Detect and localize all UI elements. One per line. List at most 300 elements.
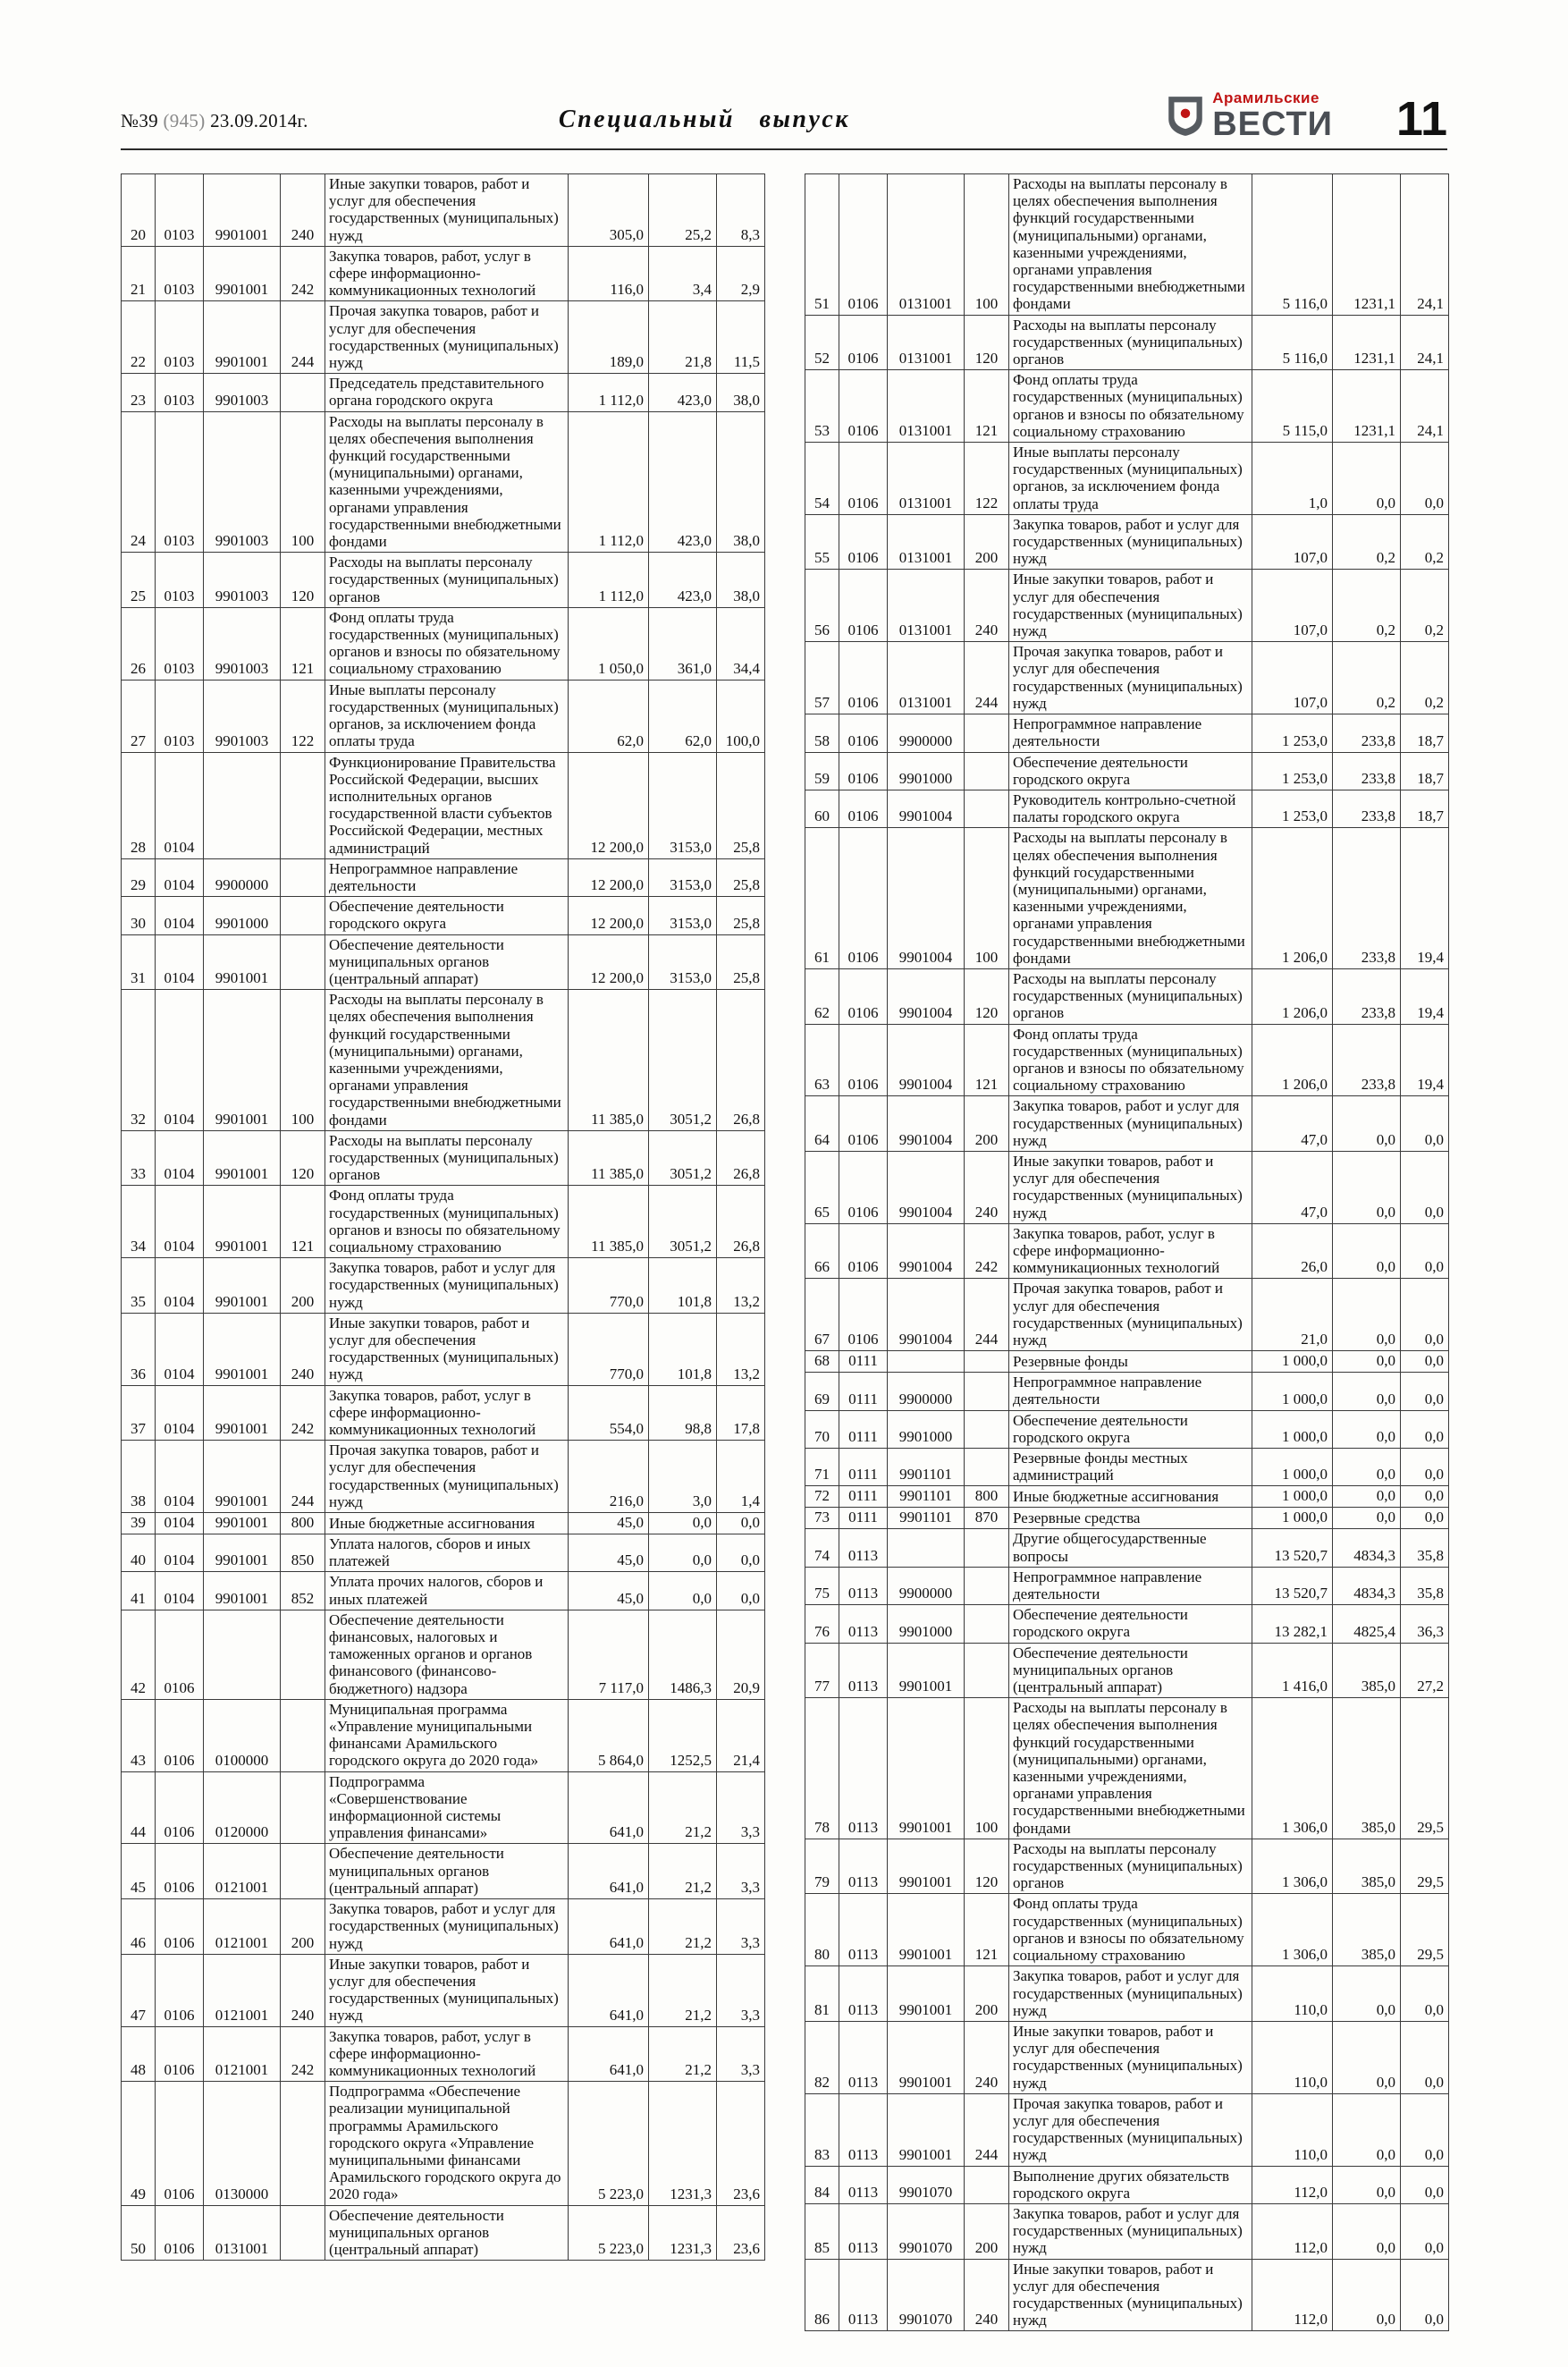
row-number-cell: 28 — [122, 752, 156, 858]
amount-fact-cell: 4834,3 — [1333, 1567, 1401, 1604]
row-number-cell: 63 — [805, 1024, 839, 1096]
amount-plan-cell: 1 000,0 — [1252, 1449, 1333, 1486]
amount-fact-cell: 0,0 — [1333, 2093, 1401, 2166]
amount-plan-cell: 21,0 — [1252, 1279, 1333, 1351]
table-row — [122, 1258, 765, 1314]
amount-plan-cell: 1 206,0 — [1252, 968, 1333, 1024]
type-code-cell: 244 — [965, 642, 1009, 714]
row-number-cell: 44 — [122, 1771, 156, 1844]
amount-fact-cell: 3051,2 — [649, 1186, 717, 1258]
amount-plan-cell: 1 206,0 — [1252, 1024, 1333, 1096]
percent-cell: 18,7 — [1401, 790, 1449, 827]
table-row — [805, 1567, 1449, 1604]
row-number-cell: 76 — [805, 1605, 839, 1643]
amount-fact-cell: 3153,0 — [649, 752, 717, 858]
type-code-cell: 852 — [281, 1572, 325, 1610]
percent-cell: 0,0 — [1401, 1279, 1449, 1351]
table-row — [805, 1839, 1449, 1894]
amount-fact-cell: 423,0 — [649, 411, 717, 553]
amount-fact-cell: 385,0 — [1333, 1643, 1401, 1698]
amount-fact-cell: 423,0 — [649, 553, 717, 608]
row-number-cell: 50 — [122, 2205, 156, 2261]
amount-fact-cell: 1231,1 — [1333, 174, 1401, 316]
row-number-cell: 56 — [805, 570, 839, 642]
type-code-cell: 244 — [281, 1441, 325, 1513]
table-row — [122, 1441, 765, 1513]
table-row — [805, 1966, 1449, 2022]
description-cell: Прочая закупка товаров, работ и услуг для обеспечения государственных (муниципальных) нужд — [325, 301, 569, 374]
description-cell: Обеспечение деятельности городского округа — [1009, 1410, 1252, 1448]
description-cell: Прочая закупка товаров, работ и услуг для обеспечения государственных (муниципальных) нужд — [325, 1441, 569, 1513]
amount-plan-cell: 12 200,0 — [569, 897, 649, 934]
description-cell: Расходы на выплаты персоналу в целях обеспечения выполнения функций государственными (муниципальными) органами, казенными учреждениями, органами управления государственными внебюджетными фондами — [1009, 1698, 1252, 1839]
amount-fact-cell: 101,8 — [649, 1313, 717, 1385]
percent-cell: 24,1 — [1401, 174, 1449, 316]
target-code-cell: 9901001 — [204, 1441, 281, 1513]
amount-fact-cell: 0,0 — [649, 1513, 717, 1534]
description-cell: Закупка товаров, работ и услуг для государственных (муниципальных) нужд — [1009, 514, 1252, 570]
table-row — [122, 174, 765, 247]
percent-cell: 3,3 — [717, 1844, 765, 1899]
type-code-cell: 800 — [281, 1513, 325, 1534]
amount-fact-cell: 0,0 — [649, 1534, 717, 1572]
table-row — [122, 1954, 765, 2026]
section-code-cell: 0106 — [839, 174, 888, 316]
target-code-cell: 0121001 — [204, 1844, 281, 1899]
amount-fact-cell: 0,0 — [1333, 1279, 1401, 1351]
amount-plan-cell: 5 864,0 — [569, 1699, 649, 1771]
row-number-cell: 31 — [122, 934, 156, 990]
row-number-cell: 86 — [805, 2259, 839, 2331]
section-code-cell: 0113 — [839, 1894, 888, 1966]
row-number-cell: 33 — [122, 1130, 156, 1186]
section-code-cell: 0104 — [156, 1258, 204, 1314]
target-code-cell: 0131001 — [888, 174, 965, 316]
description-cell: Резервные средства — [1009, 1508, 1252, 1529]
percent-cell: 36,3 — [1401, 1605, 1449, 1643]
type-code-cell: 240 — [965, 2259, 1009, 2331]
description-cell: Закупка товаров, работ и услуг для государственных (муниципальных) нужд — [1009, 1096, 1252, 1152]
section-code-cell: 0103 — [156, 411, 204, 553]
percent-cell: 35,8 — [1401, 1529, 1449, 1567]
amount-plan-cell: 1 253,0 — [1252, 752, 1333, 790]
section-code-cell: 0113 — [839, 1529, 888, 1567]
section-code-cell: 0113 — [839, 2259, 888, 2331]
emblem-icon — [1167, 95, 1204, 138]
section-code-cell: 0104 — [156, 1441, 204, 1513]
section-code-cell: 0104 — [156, 1534, 204, 1572]
amount-fact-cell: 3051,2 — [649, 1130, 717, 1186]
amount-fact-cell: 385,0 — [1333, 1894, 1401, 1966]
type-code-cell: 121 — [281, 1186, 325, 1258]
percent-cell: 0,0 — [1401, 2166, 1449, 2203]
budget-columns — [121, 173, 1447, 2331]
amount-fact-cell: 0,0 — [1333, 1151, 1401, 1223]
amount-plan-cell: 641,0 — [569, 1899, 649, 1955]
target-code-cell: 0131001 — [204, 2205, 281, 2261]
row-number-cell: 38 — [122, 1441, 156, 1513]
row-number-cell: 73 — [805, 1508, 839, 1529]
percent-cell: 34,4 — [717, 607, 765, 680]
description-cell: Выполнение других обязательств городского округа — [1009, 2166, 1252, 2203]
percent-cell: 0,0 — [1401, 443, 1449, 515]
amount-fact-cell: 0,0 — [1333, 1966, 1401, 2022]
amount-fact-cell: 101,8 — [649, 1258, 717, 1314]
description-cell: Непрограммное направление деятельности — [325, 858, 569, 896]
section-code-cell: 0106 — [156, 2205, 204, 2261]
amount-plan-cell: 554,0 — [569, 1385, 649, 1441]
percent-cell: 2,9 — [717, 246, 765, 301]
type-code-cell — [281, 934, 325, 990]
section-code-cell: 0103 — [156, 374, 204, 411]
section-code-cell: 0106 — [839, 828, 888, 969]
percent-cell: 0,0 — [1401, 1410, 1449, 1448]
amount-plan-cell: 1 112,0 — [569, 553, 649, 608]
amount-fact-cell: 0,0 — [1333, 1410, 1401, 1448]
newspaper-logo — [1167, 90, 1333, 141]
section-code-cell: 0106 — [839, 752, 888, 790]
table-row — [805, 1279, 1449, 1351]
section-code-cell: 0113 — [839, 1698, 888, 1839]
page-title: Специальный выпуск — [558, 106, 850, 133]
description-cell: Иные закупки товаров, работ и услуг для обеспечения государственных (муниципальных) нужд — [1009, 2259, 1252, 2331]
percent-cell: 0,0 — [1401, 1966, 1449, 2022]
row-number-cell: 30 — [122, 897, 156, 934]
section-code-cell: 0106 — [839, 1223, 888, 1279]
type-code-cell — [965, 752, 1009, 790]
brand-text — [1212, 90, 1333, 141]
amount-fact-cell: 0,0 — [1333, 1486, 1401, 1508]
amount-fact-cell: 3153,0 — [649, 934, 717, 990]
type-code-cell — [281, 2205, 325, 2261]
description-cell: Прочая закупка товаров, работ и услуг для обеспечения государственных (муниципальных) нужд — [1009, 642, 1252, 714]
table-row — [805, 790, 1449, 827]
target-code-cell: 9901001 — [204, 990, 281, 1131]
amount-fact-cell: 0,0 — [1333, 2021, 1401, 2093]
percent-cell: 0,2 — [1401, 642, 1449, 714]
target-code-cell: 9901001 — [204, 1186, 281, 1258]
description-cell: Иные закупки товаров, работ и услуг для обеспечения государственных (муниципальных) нужд — [325, 1313, 569, 1385]
section-code-cell: 0106 — [156, 2026, 204, 2082]
amount-plan-cell: 1 253,0 — [1252, 714, 1333, 752]
description-cell: Закупка товаров, работ и услуг для государственных (муниципальных) нужд — [325, 1258, 569, 1314]
section-code-cell: 0113 — [839, 1966, 888, 2022]
row-number-cell: 57 — [805, 642, 839, 714]
amount-plan-cell: 12 200,0 — [569, 752, 649, 858]
amount-plan-cell: 1 000,0 — [1252, 1410, 1333, 1448]
type-code-cell: 200 — [965, 1966, 1009, 2022]
issue-no: №39 — [121, 110, 158, 131]
target-code-cell: 9901070 — [888, 2166, 965, 2203]
amount-fact-cell: 1231,1 — [1333, 370, 1401, 443]
description-cell: Фонд оплаты труда государственных (муниципальных) органов и взносы по обязательному социальному страхованию — [1009, 370, 1252, 443]
type-code-cell: 100 — [281, 411, 325, 553]
description-cell: Непрограммное направление деятельности — [1009, 1373, 1252, 1410]
type-code-cell — [281, 858, 325, 896]
target-code-cell: 9901004 — [888, 1151, 965, 1223]
target-code-cell: 9901003 — [204, 374, 281, 411]
row-number-cell: 82 — [805, 2021, 839, 2093]
table-row — [805, 2021, 1449, 2093]
amount-plan-cell: 12 200,0 — [569, 934, 649, 990]
row-number-cell: 43 — [122, 1699, 156, 1771]
amount-plan-cell: 216,0 — [569, 1441, 649, 1513]
table-row — [122, 301, 765, 374]
section-code-cell: 0103 — [156, 301, 204, 374]
section-code-cell: 0111 — [839, 1373, 888, 1410]
type-code-cell: 121 — [965, 1024, 1009, 1096]
row-number-cell: 52 — [805, 315, 839, 370]
row-number-cell: 49 — [122, 2082, 156, 2205]
percent-cell: 18,7 — [1401, 752, 1449, 790]
table-row — [805, 828, 1449, 969]
target-code-cell: 9901001 — [204, 1130, 281, 1186]
amount-plan-cell: 13 282,1 — [1252, 1605, 1333, 1643]
description-cell: Закупка товаров, работ и услуг для государственных (муниципальных) нужд — [325, 1899, 569, 1955]
target-code-cell: 9900000 — [888, 714, 965, 752]
target-code-cell: 9901001 — [204, 1313, 281, 1385]
table-row — [122, 680, 765, 752]
percent-cell: 24,1 — [1401, 370, 1449, 443]
description-cell: Уплата налогов, сборов и иных платежей — [325, 1534, 569, 1572]
percent-cell: 1,4 — [717, 1441, 765, 1513]
row-number-cell: 25 — [122, 553, 156, 608]
amount-fact-cell: 1231,3 — [649, 2205, 717, 2261]
description-cell: Прочая закупка товаров, работ и услуг для обеспечения государственных (муниципальных) нужд — [1009, 1279, 1252, 1351]
amount-fact-cell: 3,4 — [649, 246, 717, 301]
budget-table-right — [805, 173, 1449, 2331]
amount-plan-cell: 110,0 — [1252, 2093, 1333, 2166]
section-code-cell: 0113 — [839, 2093, 888, 2166]
row-number-cell: 26 — [122, 607, 156, 680]
amount-plan-cell: 1 306,0 — [1252, 1839, 1333, 1894]
section-code-cell: 0111 — [839, 1486, 888, 1508]
section-code-cell: 0111 — [839, 1508, 888, 1529]
row-number-cell: 39 — [122, 1513, 156, 1534]
type-code-cell: 242 — [965, 1223, 1009, 1279]
amount-fact-cell: 0,0 — [1333, 1373, 1401, 1410]
amount-plan-cell: 62,0 — [569, 680, 649, 752]
target-code-cell: 9901004 — [888, 1279, 965, 1351]
amount-fact-cell: 62,0 — [649, 680, 717, 752]
percent-cell: 3,3 — [717, 2026, 765, 2082]
type-code-cell: 240 — [965, 2021, 1009, 2093]
table-row — [122, 1130, 765, 1186]
amount-fact-cell: 4825,4 — [1333, 1605, 1401, 1643]
description-cell: Обеспечение деятельности муниципальных органов (центральный аппарат) — [1009, 1643, 1252, 1698]
section-code-cell: 0113 — [839, 2166, 888, 2203]
target-code-cell: 0131001 — [888, 570, 965, 642]
row-number-cell: 65 — [805, 1151, 839, 1223]
description-cell: Иные выплаты персоналу государственных (муниципальных) органов, за исключением фонда оплаты труда — [325, 680, 569, 752]
section-code-cell: 0111 — [839, 1351, 888, 1373]
row-number-cell: 78 — [805, 1698, 839, 1839]
type-code-cell: 120 — [965, 968, 1009, 1024]
section-code-cell: 0113 — [839, 1643, 888, 1698]
amount-fact-cell: 4834,3 — [1333, 1529, 1401, 1567]
amount-fact-cell: 233,8 — [1333, 968, 1401, 1024]
table-row — [805, 1024, 1449, 1096]
table-row — [122, 934, 765, 990]
amount-fact-cell: 98,8 — [649, 1385, 717, 1441]
description-cell: Обеспечение деятельности муниципальных органов (центральный аппарат) — [325, 934, 569, 990]
row-number-cell: 71 — [805, 1449, 839, 1486]
description-cell: Иные бюджетные ассигнования — [1009, 1486, 1252, 1508]
row-number-cell: 69 — [805, 1373, 839, 1410]
section-code-cell: 0104 — [156, 1130, 204, 1186]
description-cell: Расходы на выплаты персоналу государственных (муниципальных) органов — [325, 1130, 569, 1186]
row-number-cell: 66 — [805, 1223, 839, 1279]
percent-cell: 0,2 — [1401, 570, 1449, 642]
amount-fact-cell: 0,0 — [1333, 1351, 1401, 1373]
description-cell: Фонд оплаты труда государственных (муниципальных) органов и взносы по обязательному социальному страхованию — [1009, 1024, 1252, 1096]
section-code-cell: 0104 — [156, 1513, 204, 1534]
section-code-cell: 0111 — [839, 1410, 888, 1448]
section-code-cell: 0106 — [156, 1899, 204, 1955]
table-row — [805, 1605, 1449, 1643]
target-code-cell: 0100000 — [204, 1699, 281, 1771]
amount-plan-cell: 1 000,0 — [1252, 1351, 1333, 1373]
row-number-cell: 54 — [805, 443, 839, 515]
row-number-cell: 64 — [805, 1096, 839, 1152]
percent-cell: 0,0 — [1401, 1223, 1449, 1279]
amount-plan-cell: 26,0 — [1252, 1223, 1333, 1279]
description-cell: Иные закупки товаров, работ и услуг для обеспечения государственных (муниципальных) нужд — [325, 1954, 569, 2026]
description-cell: Иные закупки товаров, работ и услуг для обеспечения государственных (муниципальных) нужд — [1009, 570, 1252, 642]
description-cell: Непрограммное направление деятельности — [1009, 714, 1252, 752]
target-code-cell: 0121001 — [204, 1899, 281, 1955]
amount-fact-cell: 3153,0 — [649, 858, 717, 896]
percent-cell: 13,2 — [717, 1258, 765, 1314]
type-code-cell — [965, 714, 1009, 752]
amount-plan-cell: 116,0 — [569, 246, 649, 301]
section-code-cell: 0103 — [156, 607, 204, 680]
amount-fact-cell: 0,0 — [649, 1572, 717, 1610]
table-row — [122, 1572, 765, 1610]
section-code-cell: 0111 — [839, 1449, 888, 1486]
type-code-cell: 240 — [965, 1151, 1009, 1223]
percent-cell: 19,4 — [1401, 968, 1449, 1024]
row-number-cell: 85 — [805, 2203, 839, 2259]
amount-plan-cell: 305,0 — [569, 174, 649, 247]
amount-fact-cell: 0,0 — [1333, 2166, 1401, 2203]
row-number-cell: 42 — [122, 1610, 156, 1699]
description-cell: Обеспечение деятельности городского округа — [1009, 752, 1252, 790]
amount-plan-cell: 11 385,0 — [569, 990, 649, 1131]
type-code-cell — [965, 1449, 1009, 1486]
row-number-cell: 34 — [122, 1186, 156, 1258]
type-code-cell: 242 — [281, 2026, 325, 2082]
section-code-cell: 0113 — [839, 2021, 888, 2093]
amount-fact-cell: 21,8 — [649, 301, 717, 374]
amount-plan-cell: 5 223,0 — [569, 2205, 649, 2261]
type-code-cell — [965, 1567, 1009, 1604]
row-number-cell: 36 — [122, 1313, 156, 1385]
table-row — [805, 1449, 1449, 1486]
amount-fact-cell: 385,0 — [1333, 1839, 1401, 1894]
target-code-cell: 9901001 — [888, 1839, 965, 1894]
target-code-cell: 9901001 — [204, 934, 281, 990]
target-code-cell: 0120000 — [204, 1771, 281, 1844]
description-cell: Иные закупки товаров, работ и услуг для обеспечения государственных (муниципальных) нужд — [325, 174, 569, 247]
table-row — [122, 752, 765, 858]
amount-plan-cell: 45,0 — [569, 1534, 649, 1572]
row-number-cell: 59 — [805, 752, 839, 790]
target-code-cell: 9901001 — [888, 1894, 965, 1966]
description-cell: Закупка товаров, работ и услуг для государственных (муниципальных) нужд — [1009, 1966, 1252, 2022]
table-row — [805, 2093, 1449, 2166]
table-row — [805, 1643, 1449, 1698]
amount-fact-cell: 3,0 — [649, 1441, 717, 1513]
table-row — [805, 1351, 1449, 1373]
description-cell: Муниципальная программа «Управление муниципальными финансами Арамильского городского округа до 2020 года» — [325, 1699, 569, 1771]
row-number-cell: 58 — [805, 714, 839, 752]
table-row — [805, 1410, 1449, 1448]
amount-fact-cell: 0,2 — [1333, 642, 1401, 714]
percent-cell: 38,0 — [717, 374, 765, 411]
type-code-cell: 800 — [965, 1486, 1009, 1508]
amount-fact-cell: 0,0 — [1333, 2259, 1401, 2331]
row-number-cell: 55 — [805, 514, 839, 570]
table-row — [122, 1699, 765, 1771]
amount-fact-cell: 0,0 — [1333, 1096, 1401, 1152]
issue-info — [121, 110, 308, 132]
section-code-cell: 0113 — [839, 1839, 888, 1894]
target-code-cell — [888, 1529, 965, 1567]
description-cell: Обеспечение деятельности городского округа — [325, 897, 569, 934]
amount-plan-cell: 1 306,0 — [1252, 1698, 1333, 1839]
amount-plan-cell: 107,0 — [1252, 514, 1333, 570]
target-code-cell: 9901001 — [204, 1258, 281, 1314]
percent-cell: 0,0 — [1401, 2259, 1449, 2331]
section-code-cell: 0113 — [839, 2203, 888, 2259]
header-rule — [121, 148, 1447, 150]
row-number-cell: 62 — [805, 968, 839, 1024]
type-code-cell: 100 — [965, 1698, 1009, 1839]
amount-fact-cell: 21,2 — [649, 1899, 717, 1955]
target-code-cell: 9901101 — [888, 1449, 965, 1486]
amount-plan-cell: 45,0 — [569, 1572, 649, 1610]
amount-fact-cell: 1252,5 — [649, 1699, 717, 1771]
row-number-cell: 51 — [805, 174, 839, 316]
budget-table-left — [121, 173, 765, 2261]
target-code-cell: 9901001 — [204, 1513, 281, 1534]
description-cell: Непрограммное направление деятельности — [1009, 1567, 1252, 1604]
percent-cell: 8,3 — [717, 174, 765, 247]
row-number-cell: 81 — [805, 1966, 839, 2022]
table-row — [122, 1513, 765, 1534]
row-number-cell: 23 — [122, 374, 156, 411]
section-code-cell: 0113 — [839, 1567, 888, 1604]
percent-cell: 11,5 — [717, 301, 765, 374]
table-row — [805, 1508, 1449, 1529]
target-code-cell: 9901004 — [888, 790, 965, 827]
row-number-cell: 77 — [805, 1643, 839, 1698]
percent-cell: 38,0 — [717, 411, 765, 553]
target-code-cell: 9901004 — [888, 968, 965, 1024]
percent-cell: 0,2 — [1401, 514, 1449, 570]
table-row — [122, 1313, 765, 1385]
target-code-cell: 9901001 — [204, 174, 281, 247]
row-number-cell: 37 — [122, 1385, 156, 1441]
target-code-cell: 9901001 — [888, 1698, 965, 1839]
row-number-cell: 22 — [122, 301, 156, 374]
section-code-cell: 0106 — [156, 1610, 204, 1699]
percent-cell: 0,0 — [1401, 2203, 1449, 2259]
table-row — [122, 1186, 765, 1258]
target-code-cell: 9901000 — [204, 897, 281, 934]
target-code-cell: 9901001 — [204, 1385, 281, 1441]
